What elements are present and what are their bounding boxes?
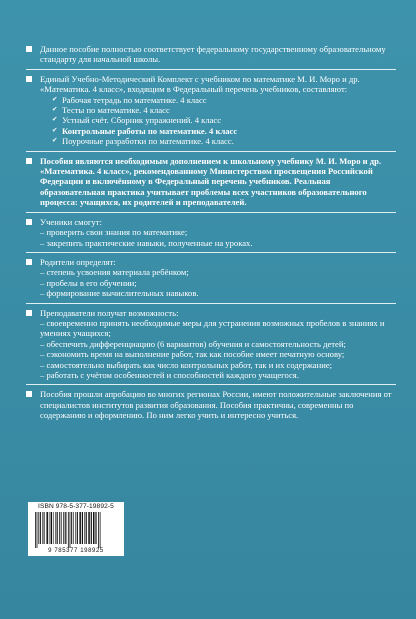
paragraph: Данное пособие полностью соответствует федеральному государственному образовательному стандарту для начальной школы. <box>40 44 386 65</box>
checkmark-icon: ✔ <box>52 126 58 134</box>
list-line: – сэкономить время на выполнение работ, так как пособие имеет печатную основу; <box>40 349 345 360</box>
divider-line <box>26 69 396 70</box>
book-list-item <box>40 115 396 125</box>
book-title: Рабочая тетрадь по математике. 4 класс <box>62 94 207 105</box>
barcode-bar <box>95 512 96 544</box>
barcode-bar <box>55 512 56 544</box>
list-line: – закрепить практические навыки, полученные на уроках. <box>40 237 253 248</box>
cover-text <box>26 44 396 425</box>
bullet-block-5 <box>26 257 396 299</box>
barcode-bar <box>38 512 39 544</box>
paragraph: Пособия прошли апробацию во многих регионах России, имеют положительные заключения от специалистов институтов развития образования. Пособия практичны, современны по содержанию и оформлению. По ним легко учить и интересно учиться. <box>40 389 392 421</box>
list-line: – работать с учётом особенностей и способностей каждого учащегося. <box>40 369 299 380</box>
block-text <box>40 217 396 248</box>
book-title: Поурочные разработки по математике. 4 класс. <box>62 136 234 147</box>
checkmark-icon: ✔ <box>52 137 58 145</box>
square-bullet-icon <box>26 219 32 225</box>
divider-line <box>26 384 396 385</box>
barcode-bar <box>49 512 50 544</box>
list-line: – степень усвоения материала ребёнком; <box>40 267 189 278</box>
barcode-bar <box>46 512 48 544</box>
list-line: – проверить свои знания по математике; <box>40 227 188 238</box>
barcode-bar <box>59 512 60 544</box>
divider-line <box>26 252 396 253</box>
block-text <box>40 44 396 65</box>
square-bullet-icon <box>26 391 32 397</box>
square-bullet-icon <box>26 158 32 164</box>
barcode-bar <box>44 512 45 544</box>
book-list-item <box>40 136 396 146</box>
bullet-block-6 <box>26 308 396 381</box>
paragraph: Единый Учебно-Методический Комплект с учебником по математике М. И. Моро и др. «Математика. 4 класс», входящим в Федеральный перечень учебников, составляют: <box>40 73 360 95</box>
barcode-bar <box>88 512 90 544</box>
book-list-item <box>40 126 396 136</box>
checkmark-icon: ✔ <box>52 116 58 124</box>
bullet-block-7 <box>26 389 396 420</box>
book-title: Тесты по математике. 4 класс <box>62 105 170 116</box>
divider-line <box>26 212 396 213</box>
list-line: – пробелы в его обучении; <box>40 277 137 288</box>
square-bullet-icon <box>26 46 32 52</box>
barcode-bar <box>93 512 95 544</box>
barcode-bar <box>75 512 76 544</box>
barcode-bar <box>91 512 92 544</box>
divider-line <box>26 151 396 152</box>
book-title: Устный счёт. Сборник упражнений. 4 класс <box>62 115 222 126</box>
barcode-bar <box>73 512 74 544</box>
barcode-bar <box>68 512 69 548</box>
bullet-block-1 <box>26 44 396 65</box>
isbn-barcode <box>28 502 124 556</box>
barcode-bar <box>37 512 38 548</box>
list-title: Преподаватели получат возможность: <box>40 307 179 318</box>
barcode-bar <box>63 512 64 544</box>
book-list-item <box>40 105 396 115</box>
barcode-bar <box>53 512 54 544</box>
ean-digits: 9 785377 198925 <box>48 548 104 554</box>
bullet-block-4 <box>26 217 396 248</box>
barcode-bar <box>42 512 43 544</box>
square-bullet-icon <box>26 310 32 316</box>
isbn-number: ISBN 978-5-377-19892-5 <box>38 503 114 510</box>
book-title: Контрольные работы по математике. 4 класс <box>62 125 238 136</box>
book-list-item <box>40 95 396 105</box>
barcode-bar <box>57 512 58 544</box>
list-line: – обеспечить дифференциацию (6 вариантов) обучения и самостоятельность детей; <box>40 338 346 349</box>
barcode-bar <box>84 512 85 544</box>
bullet-block-3 <box>26 156 396 208</box>
checkmark-icon: ✔ <box>52 95 58 103</box>
block-text <box>40 308 396 381</box>
barcode-bar <box>70 512 71 548</box>
barcode-bar <box>61 512 62 544</box>
list-title: Ученики смогут: <box>40 216 102 227</box>
divider-line <box>26 303 396 304</box>
barcode-bar <box>35 512 36 548</box>
block-text <box>40 257 396 299</box>
bold-paragraph: Пособия являются необходимым дополнением к школьному учебнику М. И. Моро и др. «Математика. 4 класс», рекомендованному Министерством просвещения Российской Федерации и включённому в Федеральный перечень учебников. Реальная образовательная практика учитывает проблемы всех участников образовательного процесса: учащихся, их родителей и преподавателей. <box>40 155 382 208</box>
square-bullet-icon <box>26 76 32 82</box>
list-line: – формирование вычислительных навыков. <box>40 288 199 299</box>
barcode-bar <box>79 512 81 544</box>
block-text <box>40 74 396 147</box>
barcode-bar <box>71 512 72 544</box>
barcode-bar <box>51 512 53 544</box>
bullet-block-2 <box>26 74 396 147</box>
barcode-bar <box>100 512 101 548</box>
barcode-bar <box>82 512 83 544</box>
list-line: – своевременно принять необходимые меры для устранения возможных пробелов в знаниях и умениях учащихся; <box>40 317 385 339</box>
block-text <box>40 156 396 208</box>
checkmark-icon: ✔ <box>52 106 58 114</box>
square-bullet-icon <box>26 259 32 265</box>
barcode-bar <box>98 512 99 548</box>
barcode-bar <box>77 512 78 544</box>
barcode-bar <box>40 512 41 544</box>
barcode-bar <box>86 512 87 544</box>
barcode-bars <box>34 512 118 548</box>
list-line: – самостоятельно выбирать как число контрольных работ, так и их содержание; <box>40 359 333 370</box>
block-text <box>40 389 396 420</box>
barcode-bar <box>65 512 66 544</box>
list-title: Родители определят: <box>40 256 116 267</box>
